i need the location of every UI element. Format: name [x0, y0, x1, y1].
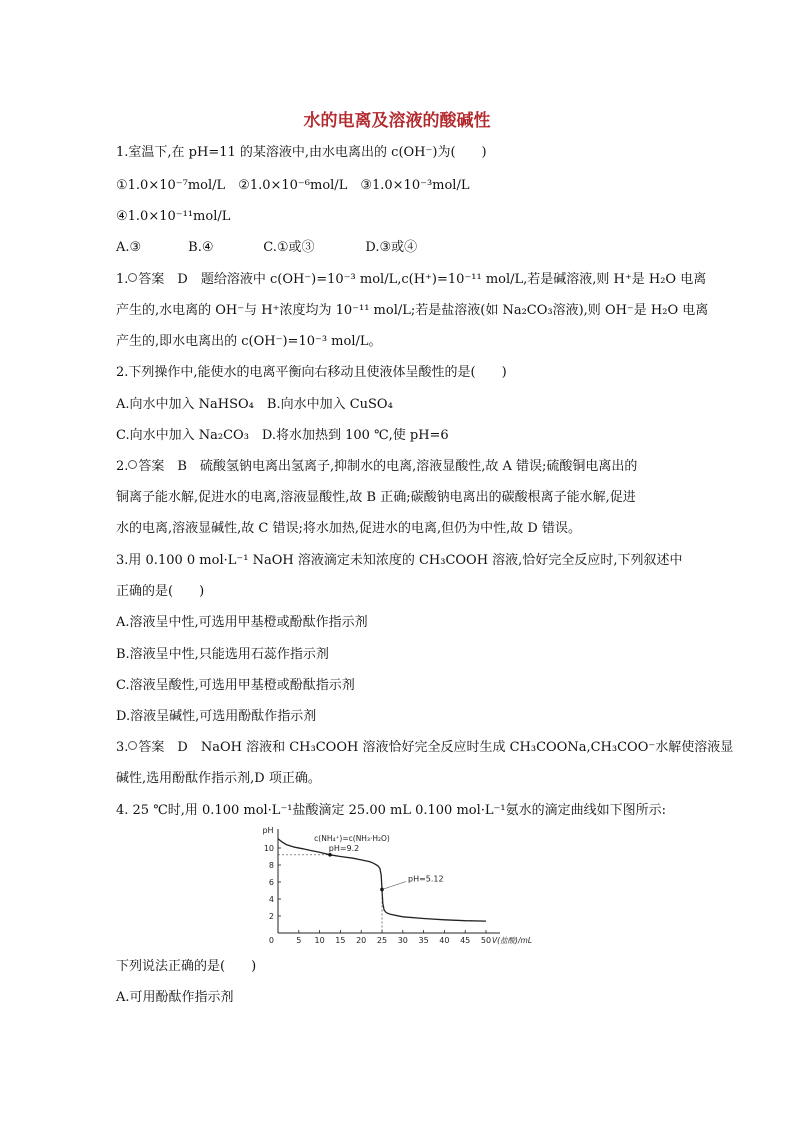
- x-tick-label: 20: [356, 936, 367, 945]
- q3-stem-line1: 3.用 0.100 0 mol·L⁻¹ NaOH 溶液滴定未知浓度的 CH₃COOH 溶液,恰好完全反应时,下列叙述中: [116, 553, 683, 568]
- answer-marker-icon: [128, 741, 137, 750]
- q3-answer-line2: 碱性,选用酚酞作指示剂,D 项正确。: [116, 771, 321, 786]
- titration-chart: [254, 825, 544, 947]
- half-point-ph-label: pH=9.2: [328, 843, 360, 853]
- x-tick-label: 25: [376, 936, 388, 945]
- answer-marker-icon: [128, 460, 137, 469]
- q1-answer-number: 1.: [116, 272, 129, 287]
- page-title: 水的电离及溶液的酸碱性: [303, 111, 491, 131]
- x-tick-label: 35: [418, 936, 429, 945]
- q4-option-a: A.可用酚酞作指示剂: [116, 990, 234, 1005]
- origin-label: 0: [268, 936, 274, 945]
- q3-option-d: D.溶液呈碱性,可选用酚酞作指示剂: [116, 709, 317, 724]
- x-axis-label: V(盐酸)/mL: [492, 936, 532, 945]
- q1-answer-line1: [116, 270, 707, 290]
- x-tick-label: 15: [335, 936, 346, 945]
- titration-chart-svg: [254, 825, 544, 947]
- q2-stem: 2.下列操作中,能使水的电离平衡向右移动且使液体呈酸性的是( ): [116, 365, 507, 380]
- y-axis-label: pH: [262, 826, 274, 835]
- q1-option-c: C.①或③: [263, 240, 315, 255]
- q3-stem-line2: 正确的是( ): [116, 584, 205, 599]
- q1-answer-text1: 答案 D 题给溶液中 c(OH⁻)=10⁻³ mol/L,c(H⁺)=10⁻¹¹ mol/L,若是碱溶液,则 H⁺是 H₂O 电离: [138, 272, 707, 287]
- titration-curve: [278, 839, 486, 921]
- x-tick-label: 10: [314, 936, 325, 945]
- x-tick-label: 30: [397, 936, 408, 945]
- x-tick-label: 45: [460, 936, 471, 945]
- q1-options: [116, 238, 686, 258]
- q2-answer-text1: 答案 B 硫酸氢钠电离出氢离子,抑制水的电离,溶液显酸性,故 A 错误;硫酸铜电离出的: [138, 459, 638, 474]
- q4-followup: 下列说法正确的是( ): [116, 959, 257, 974]
- q2-options-line1: A.向水中加入 NaHSO₄ B.向水中加入 CuSO₄: [116, 397, 393, 412]
- half-point-annotation: c(NH₄⁺)=c(NH₃·H₂O): [314, 833, 390, 843]
- q3-answer-number: 3.: [116, 740, 129, 755]
- q2-answer-line3: 水的电离,溶液显碱性,故 C 错误;将水加热,促进水的电离,但仍为中性,故 D 错误。: [116, 521, 581, 536]
- q3-option-b: B.溶液呈中性,只能选用石蕊作指示剂: [116, 647, 329, 662]
- q3-answer-line1: [116, 738, 734, 758]
- y-tick-label: 4: [268, 895, 274, 904]
- q1-choices-line1: ①1.0×10⁻⁷mol/L ②1.0×10⁻⁶mol/L ③1.0×10⁻³mol/L: [116, 178, 470, 193]
- equivalence-ph-label: pH=5.12: [408, 874, 444, 884]
- q2-answer-line2: 铜离子能水解,促进水的电离,溶液显酸性,故 B 正确;碳酸钠电离出的碳酸根离子能水解,促进: [116, 490, 636, 505]
- q1-choices-line2: ④1.0×10⁻¹¹mol/L: [116, 209, 231, 224]
- q1-answer-line2: 产生的,水电离的 OH⁻与 H⁺浓度均为 10⁻¹¹ mol/L;若是盐溶液(如 Na₂CO₃溶液),则 OH⁻是 H₂O 电离: [116, 303, 709, 318]
- q1-option-a: A.③: [116, 240, 142, 255]
- y-tick-label: 10: [263, 844, 274, 853]
- q2-options-line2: C.向水中加入 Na₂CO₃ D.将水加热到 100 ℃,使 pH=6: [116, 428, 449, 443]
- q3-option-c: C.溶液呈酸性,可选用甲基橙或酚酞指示剂: [116, 678, 355, 693]
- x-tick-label: 40: [439, 936, 450, 945]
- q1-option-b: B.④: [188, 240, 214, 255]
- x-tick-label: 50: [480, 936, 492, 945]
- q1-option-d: D.③或④: [365, 240, 418, 255]
- q3-option-a: A.溶液呈中性,可选用甲基橙或酚酞作指示剂: [116, 615, 368, 630]
- q2-answer-line1: [116, 457, 686, 477]
- y-tick-label: 6: [268, 878, 274, 887]
- half-point-marker: [328, 853, 332, 857]
- x-tick-label: 5: [296, 936, 302, 945]
- q1-stem: 1.室温下,在 pH=11 的某溶液中,由水电离出的 c(OH⁻)为( ): [116, 145, 487, 160]
- y-tick-label: 2: [268, 912, 274, 921]
- equivalence-leader: [382, 881, 406, 889]
- answer-marker-icon: [128, 273, 137, 282]
- q2-answer-number: 2.: [116, 459, 129, 474]
- q3-answer-text1: 答案 D NaOH 溶液和 CH₃COOH 溶液恰好完全反应时生成 CH₃COONa,CH₃COO⁻水解使溶液显: [138, 740, 734, 755]
- q4-stem: 4. 25 ℃时,用 0.100 mol·L⁻¹盐酸滴定 25.00 mL 0.100 mol·L⁻¹氨水的滴定曲线如下图所示:: [116, 803, 666, 818]
- q1-answer-line3: 产生的,即水电离出的 c(OH⁻)=10⁻³ mol/L。: [116, 334, 382, 349]
- y-tick-label: 8: [268, 861, 274, 870]
